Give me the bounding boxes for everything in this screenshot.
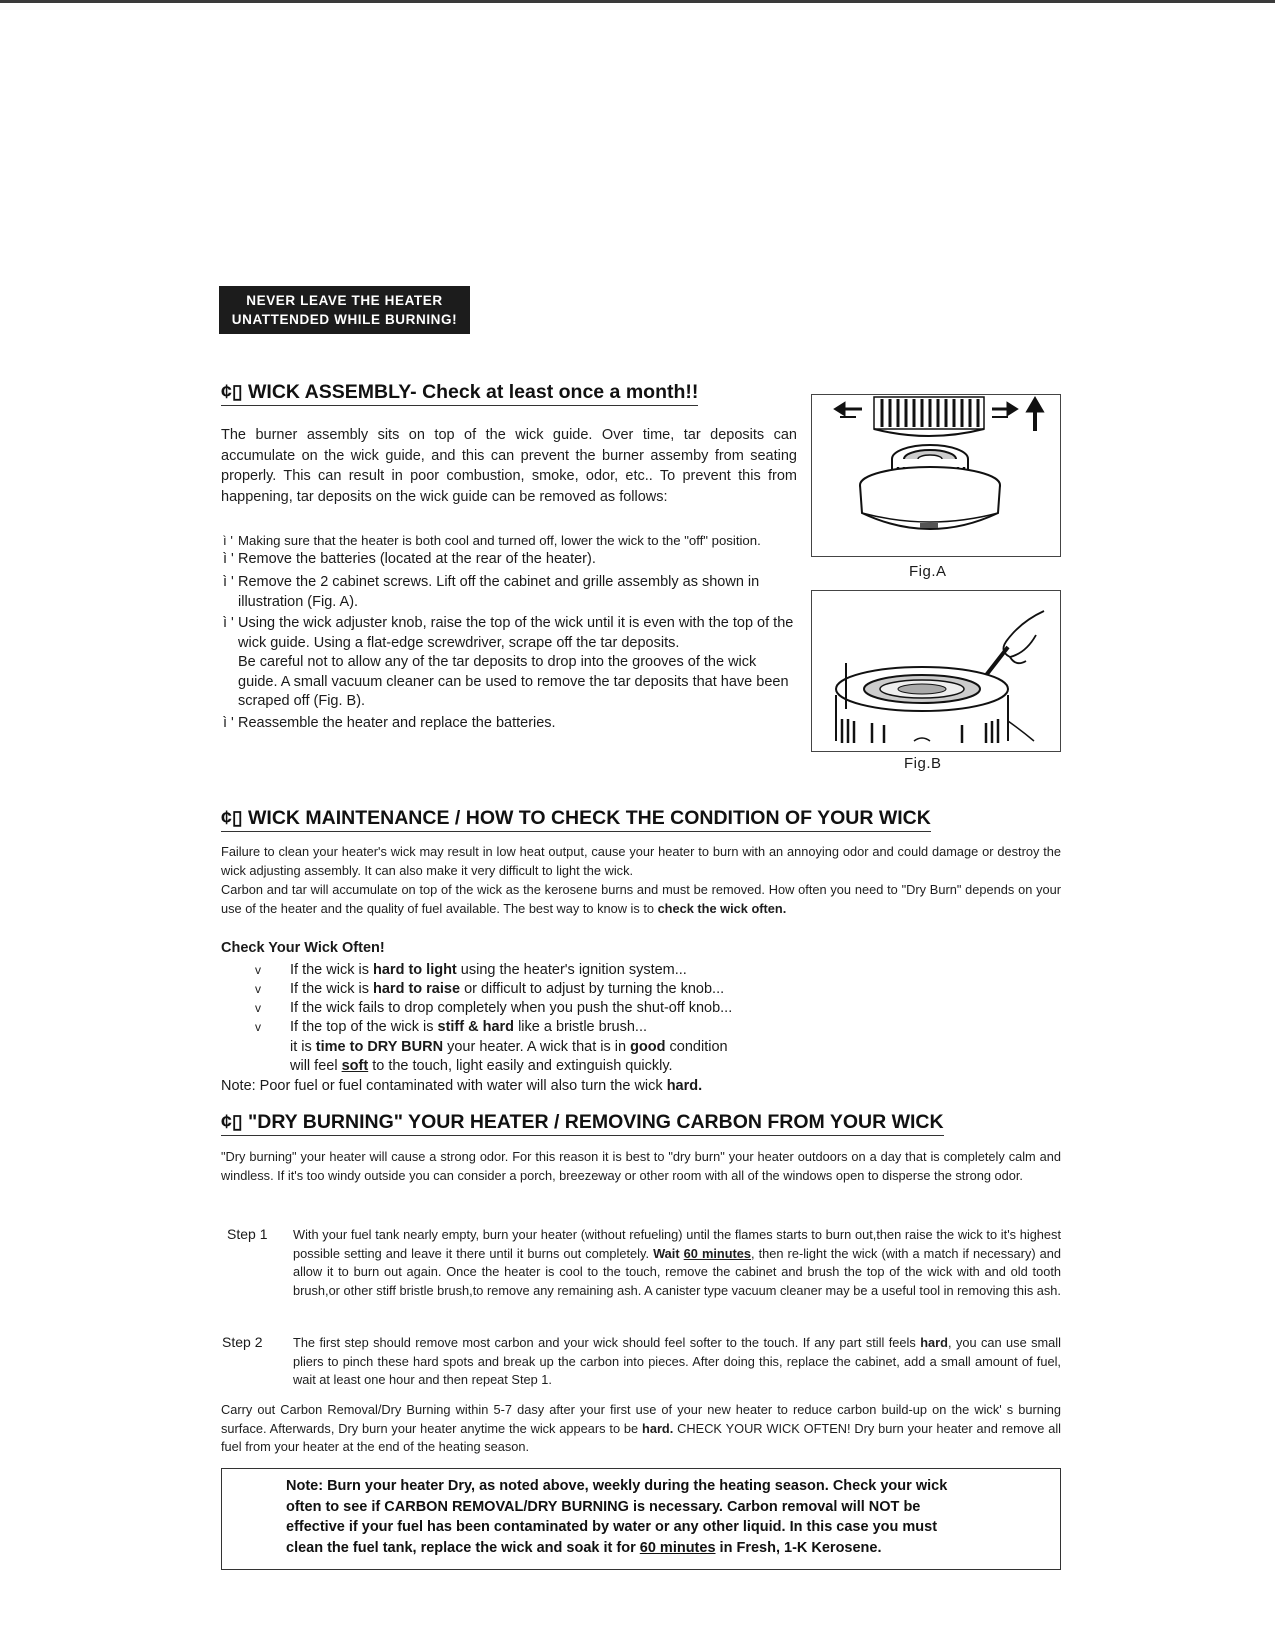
wick-assembly-intro: The burner assembly sits on top of the wick guide. Over time, tar deposits can accumulate on the wick guide, and this can prevent the burner assemby from seating properly. This can result in poor combustion, smoke, odor, etc.. To prevent this from happening, tar deposits on the wick guide can be removed as follows: (221, 427, 797, 505)
wick-assembly-heading: ¢▯ WICK ASSEMBLY- Check at least once a month!! (221, 380, 698, 406)
dry-burn-conclusion: it is time to DRY BURN your heater. A wick that is in good condition (290, 1039, 728, 1055)
step-2-text: The first step should remove most carbon and your wick should feel softer to the touch. If any part still feels hard, you can use small pliers to pinch these hard spots and break up the carbon into pieces. After doing this, replace the cabinet, add a small amount of fuel, wait at least one hour and then repeat Step 1. (293, 1335, 1061, 1387)
note-box-text: Note: Burn your heater Dry, as noted above, weekly during the heating season. Check your wick often to see if CARBON REMOVAL/DRY BURNING is necessary. Carbon removal will NOT be effective if your fuel has been contaminated by water or any other liquid. In this case you must clean the fuel tank, replace the wick and soak it for 60 minutes in Fresh, 1-K Kerosene. (286, 1478, 948, 1556)
warning-banner (219, 286, 470, 334)
figure-a-caption: Fig.A (909, 563, 947, 580)
figure-a-illustration (812, 395, 1059, 555)
step-2-label: Step 2 (222, 1334, 263, 1350)
figure-b-frame (811, 590, 1061, 752)
wick-step-3: ì ' Remove the 2 cabinet screws. Lift off the cabinet and grille assembly as shown in illustration (Fig. A). (223, 574, 760, 610)
figure-b-caption: Fig.B (904, 755, 942, 772)
check-item-3: v If the wick fails to drop completely when you push the shut-off knob... (255, 1000, 733, 1016)
wick-step-1: ì ' Making sure that the heater is both cool and turned off, lower the wick to the "off" position. (223, 533, 761, 548)
check-item-4: v If the top of the wick is stiff & hard like a bristle brush... (255, 1019, 648, 1035)
figure-a-frame (811, 394, 1061, 557)
top-edge-line (0, 0, 1275, 3)
poor-fuel-note: Note: Poor fuel or fuel contaminated with water will also turn the wick hard. (221, 1078, 703, 1094)
dry-burning-intro: "Dry burning" your heater will cause a strong odor. For this reason it is best to "dry burn" your heater outdoors on a day that is completely calm and windless. If it's too windy outside you can consider a porch, breezeway or other room with all of the windows open to disperse the strong odor. (221, 1149, 1061, 1183)
step-1-label: Step 1 (227, 1226, 268, 1242)
check-wick-heading: Check Your Wick Often! (221, 940, 385, 956)
dry-burning-closing: Carry out Carbon Removal/Dry Burning within 5-7 dasy after your first use of your new heater to reduce carbon build-up on the wick' s burning surface. Afterwards, Dry burn your heater anytime the wick appears to be hard. CHECK YOUR WICK OFTEN! Dry burn your heater and remove all fuel from your heater at the end of the heating season. (221, 1402, 1062, 1454)
check-item-1: v If the wick is hard to light using the heater's ignition system... (255, 962, 687, 978)
dry-burning-heading: ¢▯ "DRY BURNING" YOUR HEATER / REMOVING CARBON FROM YOUR WICK (221, 1110, 944, 1136)
warning-line-1: NEVER LEAVE THE HEATER (246, 293, 443, 308)
wick-maintenance-heading: ¢▯ WICK MAINTENANCE / HOW TO CHECK THE CONDITION OF YOUR WICK (221, 806, 931, 832)
warning-line-2: UNATTENDED WHILE BURNING! (231, 312, 458, 327)
check-item-2: v If the wick is hard to raise or difficult to adjust by turning the knob... (255, 981, 725, 997)
wick-maintenance-para-1: Failure to clean your heater's wick may result in low heat output, cause your heater to burn with an annoying odor and could damage or destroy the wick adjusting assembly. It can also make it very difficult to light the wick. (221, 844, 1061, 878)
step-1-text: With your fuel tank nearly empty, burn your heater (without refueling) until the flames starts to burn out,then raise the wick to it's highest possible setting and leave it there until it burns out completely. Wait 60 minutes, then re-light the wick (with a match if necessary) and allow it to burn out again. Once the heater is cool to the touch, remove the cabinet and brush the top of the wick with and old tooth brush,or other stiff bristle brush,to remove any remaining ash. A canister type vacuum cleaner may be a useful tool in removing this ash. (293, 1227, 1061, 1298)
figure-b-illustration (812, 591, 1059, 750)
wick-step-4-caution: Be careful not to allow any of the tar deposits to drop into the grooves of the wick guide. A small vacuum cleaner can be used to remove the tar deposits that have been scraped off (Fig. B). (238, 654, 789, 709)
wick-maintenance-para-2: Carbon and tar will accumulate on top of the wick as the kerosene burns and must be removed. How often you need to "Dry Burn" depends on your use of the heater and the quality of fuel available. The best way to know is to check the wick often. (221, 882, 1061, 916)
wick-step-5: ì ' Reassemble the heater and replace the batteries. (223, 715, 556, 731)
dry-burn-conclusion-2: will feel soft to the touch, light easily and extinguish quickly. (290, 1058, 673, 1074)
wick-step-2: ì ' Remove the batteries (located at the rear of the heater). (223, 551, 596, 567)
wick-step-4: ì ' Using the wick adjuster knob, raise the top of the wick until it is even with the top of the wick guide. Using a flat-edge screwdriver, scrape off the tar deposits. (223, 615, 794, 651)
